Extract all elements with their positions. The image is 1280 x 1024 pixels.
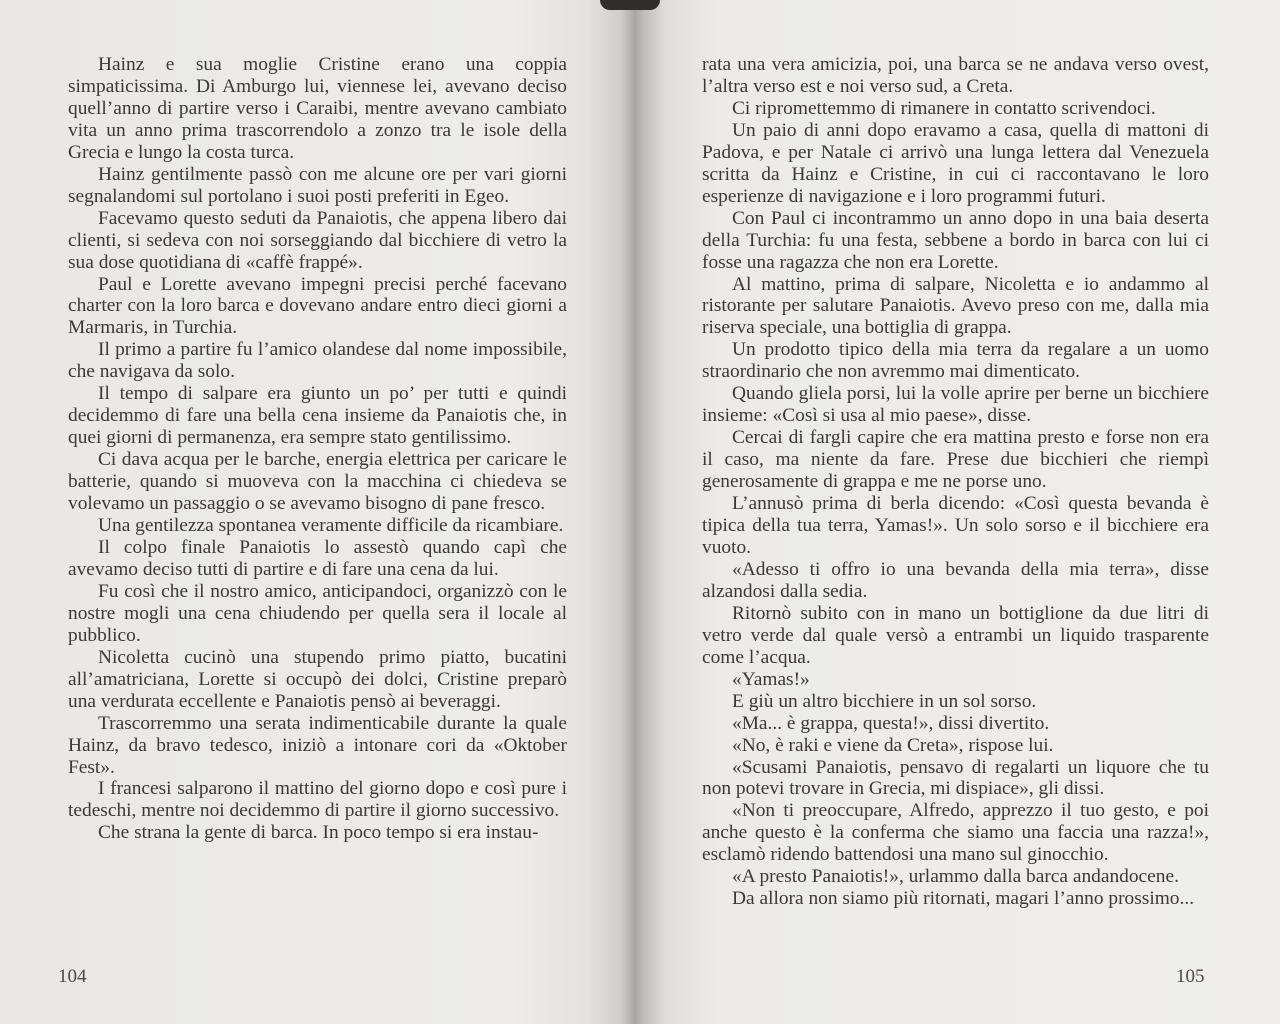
page-number-left: 104 <box>58 966 87 987</box>
paragraph: Da allora non siamo più ritornati, magari l’anno prossimo... <box>732 888 1195 910</box>
page-number-right: 105 <box>1176 966 1205 987</box>
paragraph-continuation: rata una vera amicizia, poi, una barca se ne andava verso ovest, l’altra verso est e noi verso sud, a Creta. <box>702 54 1209 97</box>
paragraph: Il primo a partire fu l’amico olandese dal nome impossibile, che navigava da solo. <box>68 339 567 383</box>
paragraph: «Adesso ti offro io una bevanda della mia terra», disse alzandosi dalla sedia. <box>702 558 1209 602</box>
paragraph: «Ma... è grappa, questa!», dissi divertito. <box>732 712 1050 734</box>
paragraph: L’annusò prima di berla dicendo: «Così questa bevanda è tipica della tua terra, Yamas!». Un solo sorso e il bicchiere era vuoto. <box>702 493 1209 558</box>
paragraph: Trascorremmo una serata indimenticabile durante la quale Hainz, da bravo tedesco, iniziò a intonare cori da «Oktober Fest». <box>68 712 567 778</box>
book-spine-shadow <box>600 0 660 10</box>
paragraph: Hainz gentilmente passò con me alcune ore per vari giorni segnalandomi sul portolano i suoi posti preferiti in Egeo. <box>68 163 567 207</box>
paragraph: Ci ripromettemmo di rimanere in contatto scrivendoci. <box>732 97 1156 119</box>
paragraph: Facevamo questo seduti da Panaiotis, che appena libero dai clienti, si sedeva con noi sorseggiando dal bicchiere di vetro la sua dose quotidiana di «caffè frappé». <box>68 207 567 273</box>
paragraph: Ci dava acqua per le barche, energia elettrica per caricare le batterie, quando si muoveva con la macchina ci chiedeva se volevamo un passaggio o se avevamo bisogno di pane fresco. <box>68 449 567 515</box>
right-page-text <box>702 54 1209 910</box>
paragraph: Al mattino, prima di salpare, Nicoletta e io andammo al ristorante per salutare Panaiotis. Avevo preso con me, dalla mia riserva speciale, una bottiglia di grappa. <box>702 273 1209 339</box>
paragraph: Un prodotto tipico della mia terra da regalare a un uomo straordinario che non avremmo mai dimenticato. <box>702 339 1209 383</box>
paragraph: Il colpo finale Panaiotis lo assestò quando capì che avevamo deciso tutti di partire e di fare una cena da lui. <box>68 536 567 580</box>
paragraph: Quando gliela porsi, lui la volle aprire per berne un bicchiere insieme: «Così si usa al mio paese», disse. <box>702 383 1209 427</box>
paragraph: «Scusami Panaiotis, pensavo di regalarti un liquore che tu non potevi trovare in Grecia, mi dispiace», gli dissi. <box>702 756 1209 800</box>
paragraph: Paul e Lorette avevano impegni precisi perché facevano charter con la loro barca e dovevano andare entro dieci giorni a Marmaris, in Turchia. <box>68 273 567 339</box>
paragraph: Che strana la gente di barca. In poco tempo si era instau- <box>98 822 539 844</box>
paragraph: «Yamas!» <box>732 668 810 690</box>
paragraph: Con Paul ci incontrammo un anno dopo in una baia deserta della Turchia: fu una festa, sebbene a bordo in barca con lui ci fosse una ragazza che non era Lorette. <box>702 207 1209 273</box>
paragraph: Il tempo di salpare era giunto un po’ per tutti e quindi decidemmo di fare una bella cena insieme da Panaiotis che, in quei giorni di permanenza, era sempre stato gentilissimo. <box>68 383 567 449</box>
paragraph: Un paio di anni dopo eravamo a casa, quella di mattoni di Padova, e per Natale ci arrivò una lunga lettera dal Venezuela scritta da Hainz e Cristine, in cui ci raccontavano le loro esperienze di navigazione e i loro programmi futuri. <box>702 119 1209 207</box>
paragraph: E giù un altro bicchiere in un sol sorso. <box>732 690 1037 712</box>
paragraph: Hainz e sua moglie Cristine erano una coppia simpaticissima. Di Amburgo lui, viennese lei, avevano deciso quell’anno di partire verso i Caraibi, mentre avevano cambiato vita un anno prima trascorrendolo a zonzo tra le isole della Grecia e lungo la costa turca. <box>68 54 567 163</box>
paragraph: Una gentilezza spontanea veramente difficile da ricambiare. <box>98 515 564 537</box>
paragraph: «A presto Panaiotis!», urlammo dalla barca andandocene. <box>732 866 1179 888</box>
paragraph: Ritornò subito con in mano un bottiglione da due litri di vetro verde dal quale versò a entrambi un liquido trasparente come l’acqua. <box>702 602 1209 668</box>
paragraph: Nicoletta cucinò una stupendo primo piatto, bucatini all’amatriciana, Lorette si occupò dei dolci, Cristine preparò una verdurata eccellente e Panaiotis pensò ai beveraggi. <box>68 646 567 712</box>
paragraph: «No, è raki e viene da Creta», rispose lui. <box>732 734 1054 756</box>
paragraph: «Non ti preoccupare, Alfredo, apprezzo il tuo gesto, e poi anche questo è la conferma che siamo una faccia una razza!», esclamò ridendo battendosi una mano sul ginocchio. <box>702 800 1209 866</box>
paragraph: I francesi salparono il mattino del giorno dopo e così pure i tedeschi, mentre noi decidemmo di partire il giorno successivo. <box>68 778 567 822</box>
paragraph: Cercai di fargli capire che era mattina presto e forse non era il caso, ma niente da fare. Prese due bicchieri che riempì generosamente di grappa e me ne porse uno. <box>702 427 1209 493</box>
paragraph: Fu così che il nostro amico, anticipandoci, organizzò con le nostre mogli una cena chiudendo per quella sera il locale al pubblico. <box>68 580 567 646</box>
left-page-text <box>68 54 567 844</box>
